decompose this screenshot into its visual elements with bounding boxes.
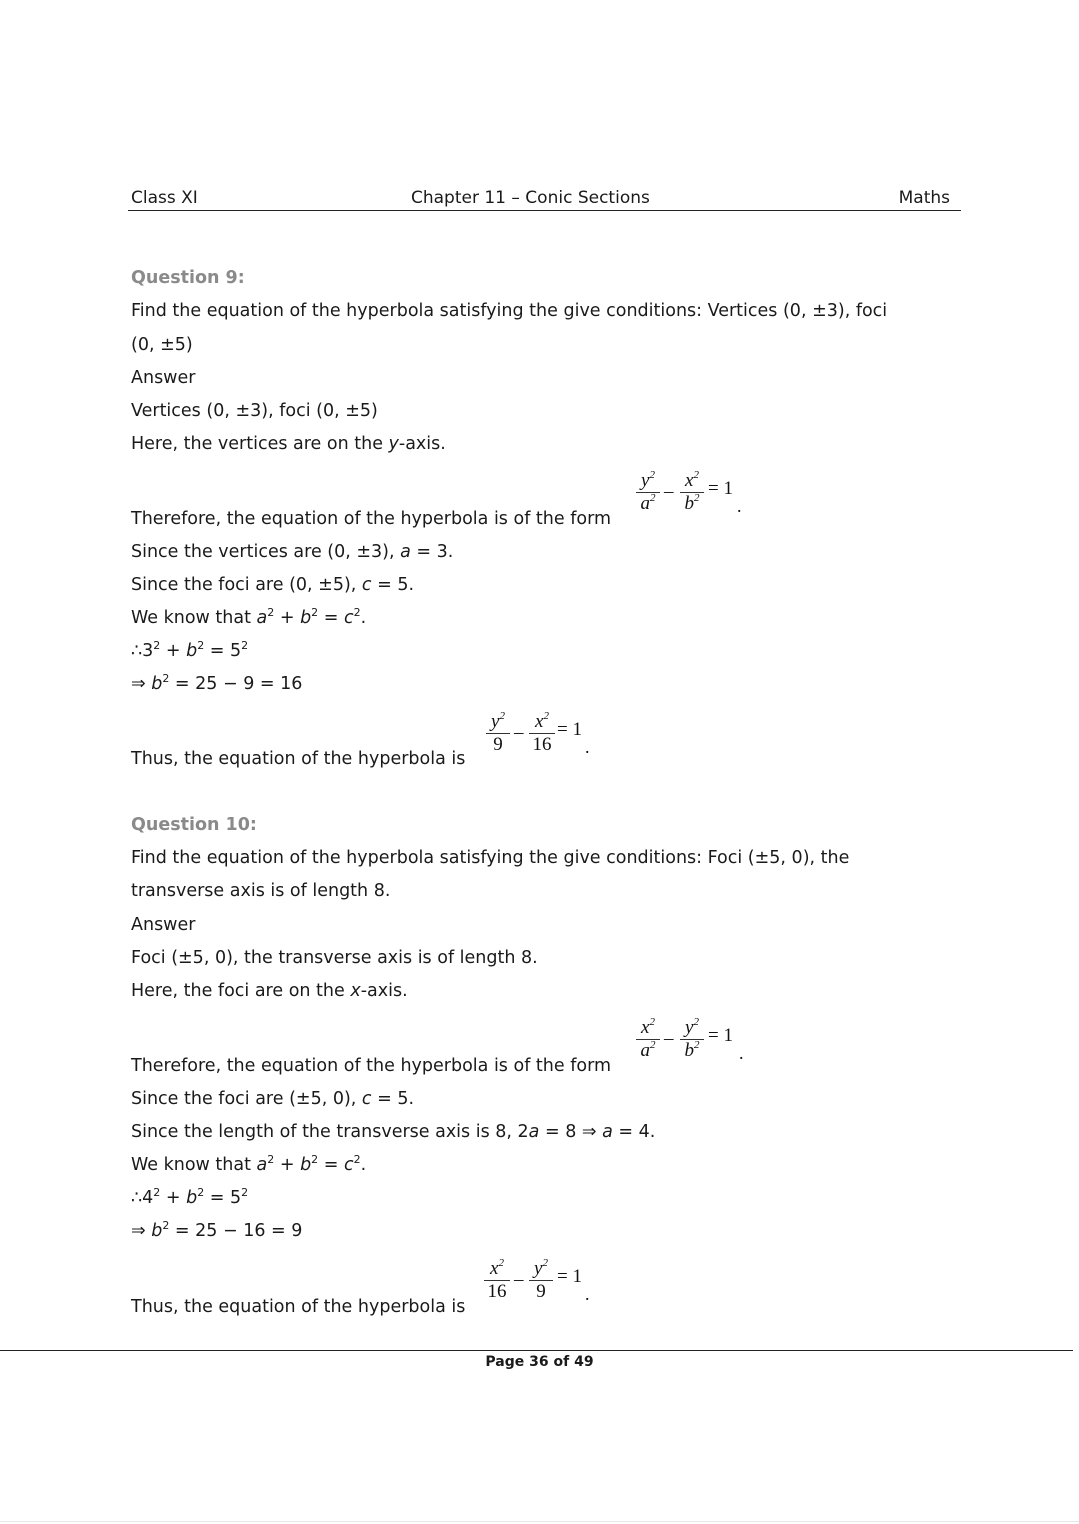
question-10-step1: $\therefore 4^2 + b^2 = 5^2$ (131, 1186, 249, 1208)
question-10-given: Foci (±5, 0), the transverse axis is of length 8. (131, 948, 538, 968)
question-9-result-text: Thus, the equation of the hyperbola is (131, 749, 466, 769)
question-9-given: Vertices (0, ±3), foci (0, ±5) (131, 401, 378, 421)
question-9-identity: We know that $a^2 + b^2 = c^2$. (131, 606, 367, 628)
question-9-form-formula: $y^2$ $a^2$ – $x^2$ $b^2$ = 1 . (636, 470, 746, 530)
question-10-form-text: Therefore, the equation of the hyperbola is of the form (131, 1056, 612, 1076)
question-9-text-line2: (0, ±5) (131, 335, 193, 355)
question-9-answer-label: Answer (131, 368, 196, 388)
question-9-vertices: Since the vertices are (0, ±3), a = 3. (131, 542, 454, 562)
page-bottom-edge (0, 1521, 1079, 1522)
page-header (128, 186, 961, 211)
question-10-identity: We know that $a^2 + b^2 = c^2$. (131, 1153, 367, 1175)
question-9-form-text: Therefore, the equation of the hyperbola is of the form (131, 509, 612, 529)
question-10-text-line1: Find the equation of the hyperbola satisfying the give conditions: Foci (±5, 0), the (131, 848, 850, 868)
question-9-step1: $\therefore 3^2 + b^2 = 5^2$ (131, 639, 249, 661)
header-chapter: Chapter 11 – Conic Sections (411, 188, 650, 208)
header-subject: Maths (898, 188, 950, 208)
question-10-axis-note: Here, the foci are on the x-axis. (131, 981, 408, 1001)
question-10-answer-label: Answer (131, 915, 196, 935)
question-10-result-formula: $x^2$ 16 – $y^2$ 9 = 1 . (484, 1258, 594, 1318)
question-10-axis-length: Since the length of the transverse axis is 8, 2a = 8 ⇒ a = 4. (131, 1122, 656, 1142)
question-9-axis-note: Here, the vertices are on the y-axis. (131, 434, 446, 454)
question-9-step2: ⇒ $b^2 = 25 - 9 = 16$ (131, 672, 303, 694)
question-9-heading: Question 9: (131, 268, 245, 288)
question-9-text-line1: Find the equation of the hyperbola satisfying the give conditions: Vertices (0, ±3), foci (131, 301, 888, 321)
question-9-foci: Since the foci are (0, ±5), c = 5. (131, 575, 415, 595)
question-10-foci: Since the foci are (±5, 0), c = 5. (131, 1089, 415, 1109)
question-10-step2: ⇒ $b^2 = 25 - 16 = 9$ (131, 1219, 303, 1241)
question-10-text-line2: transverse axis is of length 8. (131, 881, 391, 901)
footer-divider (0, 1350, 1073, 1351)
header-class: Class XI (131, 188, 198, 208)
question-10-result-text: Thus, the equation of the hyperbola is (131, 1297, 466, 1317)
question-10-form-formula: $x^2$ $a^2$ – $y^2$ $b^2$ = 1 . (636, 1017, 746, 1077)
question-10-heading: Question 10: (131, 815, 257, 835)
question-9-result-formula: $y^2$ 9 – $x^2$ 16 = 1 . (486, 711, 596, 771)
page-number: Page 36 of 49 (485, 1354, 594, 1370)
